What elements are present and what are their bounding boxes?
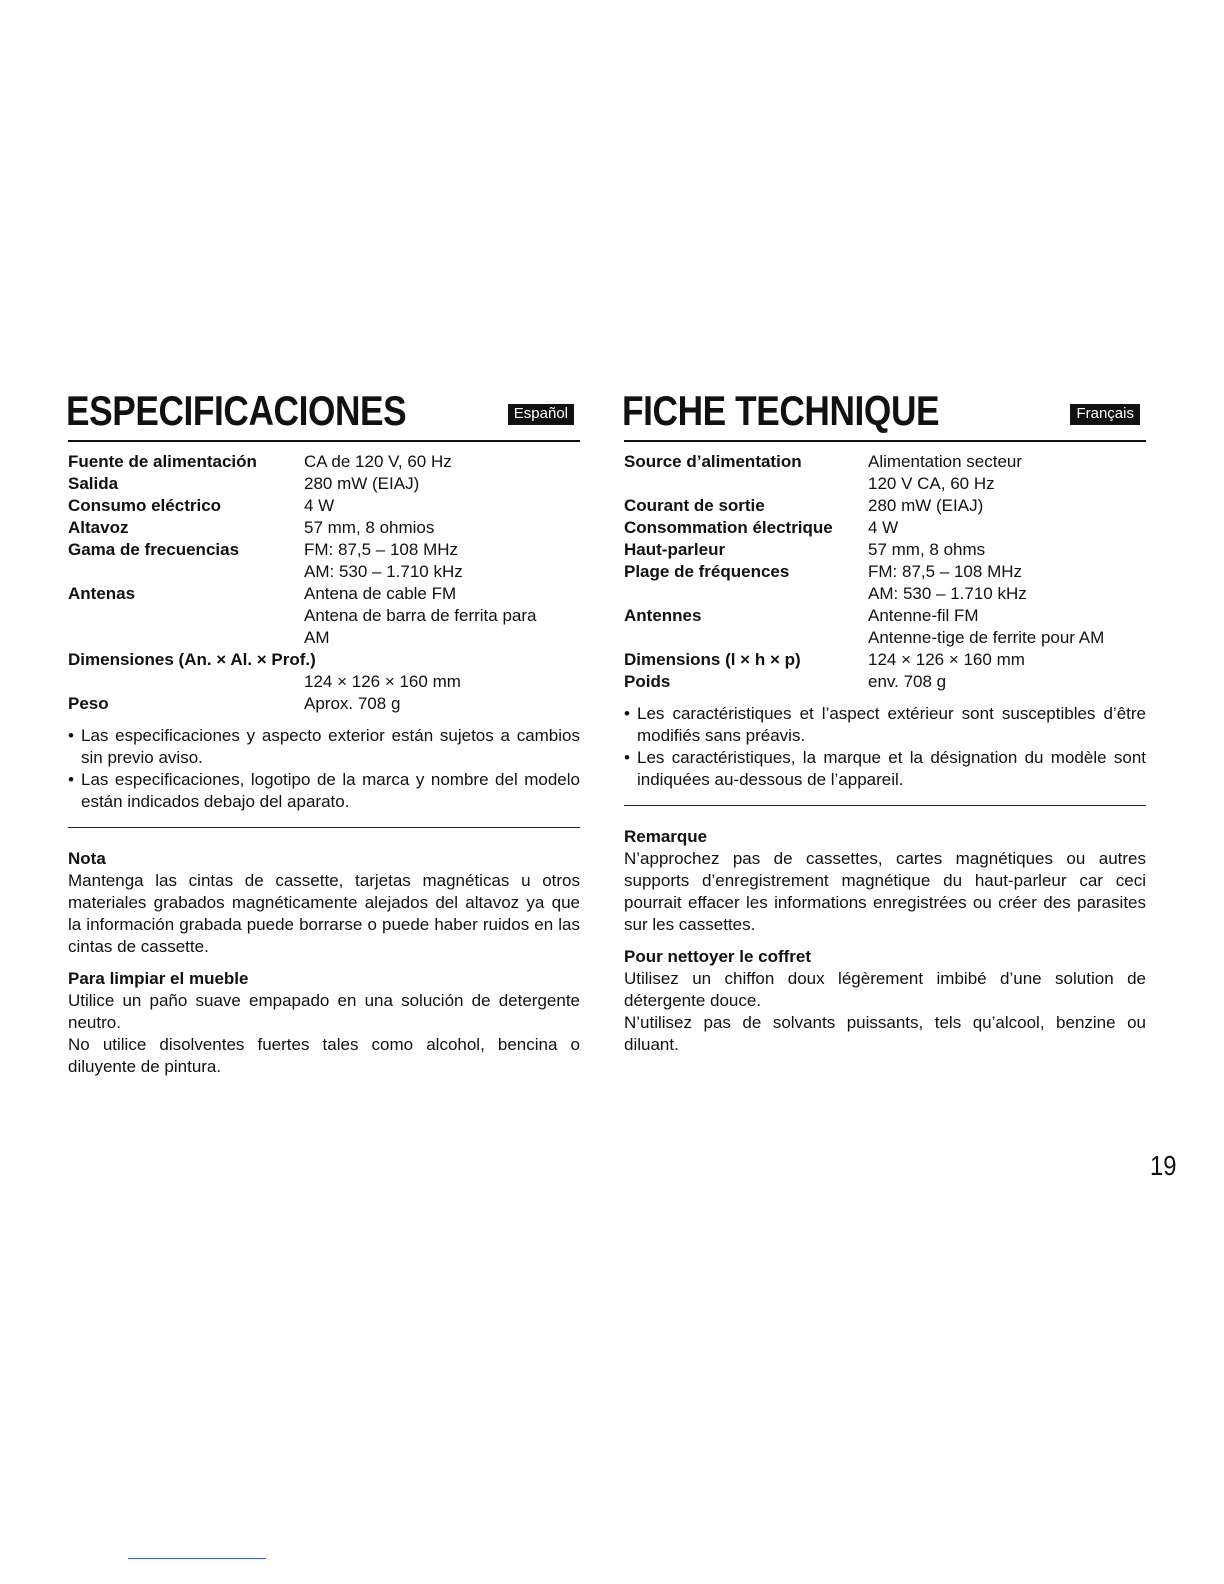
- french-column: [622, 387, 1146, 1056]
- spec-value: AM: 530 – 1.710 kHz: [304, 562, 463, 581]
- divider: [68, 827, 580, 828]
- spec-value: Antenne-fil FM: [868, 606, 979, 625]
- spec-value: AM: 530 – 1.710 kHz: [868, 584, 1027, 603]
- spec-value: 280 mW (EIAJ): [868, 496, 984, 515]
- section-text: Utilice un paño suave empapado en una solución de detergente neutro.: [68, 991, 580, 1032]
- note-text: Las especificaciones, logotipo de la marca y nombre del modelo están indicados debajo del aparato.: [81, 770, 580, 811]
- spec-row: [68, 473, 580, 495]
- language-badge: Español: [508, 404, 574, 425]
- spec-value: CA de 120 V, 60 Hz: [304, 452, 452, 471]
- spec-label: Consumo eléctrico: [68, 496, 222, 515]
- spec-label: Antennes: [624, 606, 702, 625]
- section-text: N’utilisez pas de solvants puissants, tels qu’alcool, benzine ou diluant.: [624, 1013, 1146, 1054]
- bullet-icon: •: [68, 770, 74, 789]
- spec-row: [624, 539, 1146, 561]
- spec-value: FM: 87,5 – 108 MHz: [868, 562, 1023, 581]
- spec-value: Alimentation secteur: [868, 452, 1023, 471]
- section-text: Utilisez un chiffon doux légèrement imbibé d’une solution de détergente douce.: [624, 969, 1146, 1010]
- spec-value: env. 708 g: [868, 672, 947, 691]
- language-badge: Français: [1070, 404, 1140, 425]
- spec-label: Source d’alimentation: [624, 452, 802, 471]
- spanish-column: [66, 387, 580, 1078]
- spec-label: Peso: [68, 694, 109, 713]
- spec-value: 124 × 126 × 160 mm: [868, 650, 1025, 669]
- spec-label: Poids: [624, 672, 671, 691]
- spec-value: 120 V CA, 60 Hz: [868, 474, 995, 493]
- spec-value: Antenne-tige de ferrite pour AM: [868, 628, 1105, 647]
- spec-value: 124 × 126 × 160 mm: [304, 672, 461, 691]
- spec-label: Gama de frecuencias: [68, 540, 240, 559]
- page-number: 19: [1150, 1150, 1177, 1181]
- bullet-icon: •: [624, 748, 630, 767]
- bullet-icon: •: [624, 704, 630, 723]
- spec-row: [68, 583, 580, 649]
- section-title: Para limpiar el mueble: [68, 969, 249, 988]
- note-text: Les caractéristiques, la marque et la désignation du modèle sont indiquées au-dessous de l’appareil.: [637, 748, 1146, 789]
- spec-row: [68, 649, 580, 671]
- spec-label: Dimensiones (An. × Al. × Prof.): [68, 650, 316, 669]
- spec-row: [68, 495, 580, 517]
- spec-row: [624, 495, 1146, 517]
- spec-row: [68, 539, 580, 583]
- spec-row: [68, 693, 580, 715]
- notes-list: [68, 725, 580, 813]
- spec-value: FM: 87,5 – 108 MHz: [304, 540, 459, 559]
- footer-rule: [128, 1558, 266, 1559]
- spec-value: 280 mW (EIAJ): [304, 474, 420, 493]
- spec-value: 57 mm, 8 ohmios: [304, 518, 435, 537]
- spec-label: Antenas: [68, 584, 136, 603]
- spec-list: [624, 451, 1146, 693]
- note-text: Las especificaciones y aspecto exterior están sujetos a cambios sin previo aviso.: [81, 726, 580, 767]
- spec-row: [624, 517, 1146, 539]
- spec-row: [624, 605, 1146, 649]
- spec-row: [624, 649, 1146, 671]
- section-title: Pour nettoyer le coffret: [624, 947, 812, 966]
- divider: [624, 805, 1146, 806]
- spec-label: Altavoz: [68, 518, 129, 537]
- spec-row: [624, 451, 1146, 495]
- spec-row: [624, 561, 1146, 605]
- note-text: Les caractéristiques et l’aspect extérieur sont susceptibles d’être modifiés sans préavis.: [637, 704, 1146, 745]
- spec-label: Fuente de alimentación: [68, 452, 257, 471]
- spec-value: 57 mm, 8 ohms: [868, 540, 986, 559]
- spec-list: [68, 451, 580, 715]
- list-item: [68, 725, 580, 769]
- spec-label: Haut-parleur: [624, 540, 726, 559]
- page-title: ESPECIFICACIONES: [66, 387, 407, 434]
- spec-label: Consommation électrique: [624, 518, 833, 537]
- spec-value: Aprox. 708 g: [304, 694, 401, 713]
- notes-list: [624, 703, 1146, 791]
- spec-label: Dimensions (l × h × p): [624, 650, 801, 669]
- spec-value: 4 W: [868, 518, 899, 537]
- section-text: Mantenga las cintas de cassette, tarjetas magnéticas u otros materiales grabados magnéticamente alejados del altavoz ya que la información grabada puede borrarse o puede haber ruidos en las cintas de cassette.: [68, 871, 580, 956]
- section-header: [622, 387, 1146, 442]
- spec-value: 4 W: [304, 496, 335, 515]
- list-item: [624, 703, 1146, 747]
- section-title: Remarque: [624, 827, 708, 846]
- spec-label: Plage de fréquences: [624, 562, 790, 581]
- list-item: [68, 769, 580, 813]
- section-title: Nota: [68, 849, 106, 868]
- list-item: [624, 747, 1146, 791]
- spec-label: Courant de sortie: [624, 496, 765, 515]
- section-text: N’approchez pas de cassettes, cartes magnétiques ou autres supports d’enregistrement magnétique du haut-parleur car ceci pourrait effacer les informations enregistrées ou créer des parasites sur les cassettes.: [624, 849, 1146, 934]
- spec-value: Antena de cable FM: [304, 584, 457, 603]
- section-text: No utilice disolventes fuertes tales como alcohol, bencina o diluyente de pintura.: [68, 1035, 580, 1076]
- section-header: [66, 387, 580, 442]
- bullet-icon: •: [68, 726, 74, 745]
- spec-row: [68, 517, 580, 539]
- spec-value: AM: [304, 628, 330, 647]
- spec-row: [68, 451, 580, 473]
- spec-label: Salida: [68, 474, 119, 493]
- spec-value: Antena de barra de ferrita para: [304, 606, 537, 625]
- spec-row: [624, 671, 1146, 693]
- page-title: FICHE TECHNIQUE: [622, 387, 940, 434]
